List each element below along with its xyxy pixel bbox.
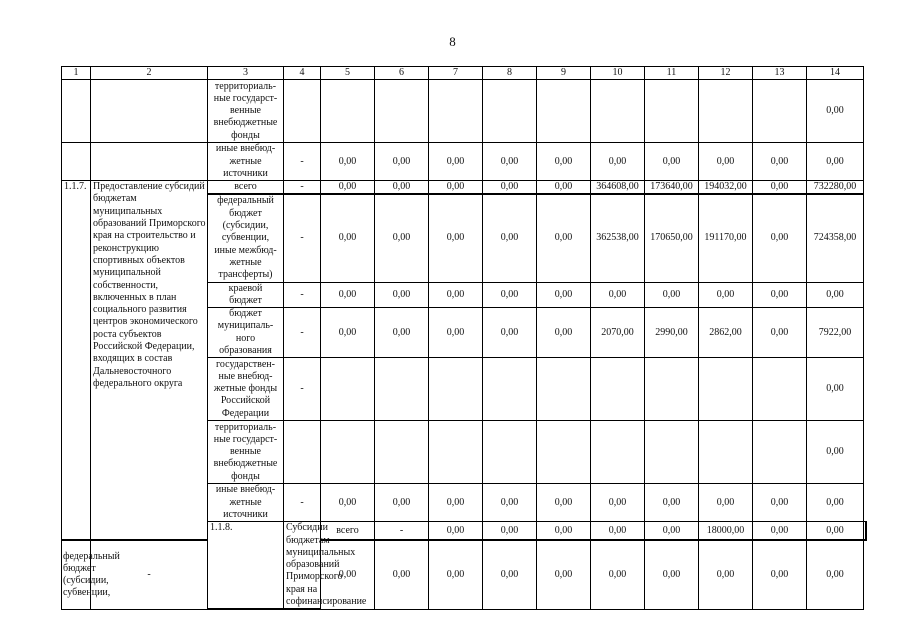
source-cell: федеральный бюджет (субсидии, субвенции, иные межбюд- жетные трансферты) bbox=[208, 194, 284, 282]
value-cell bbox=[483, 358, 537, 421]
source-cell: территориаль- ные государст- венные внебюджетные фонды bbox=[208, 421, 284, 484]
value-cell: 362538,00 bbox=[591, 194, 645, 282]
value-cell: 0,00 bbox=[483, 522, 537, 541]
value-cell bbox=[645, 80, 699, 143]
value-cell: 0,00 bbox=[537, 143, 591, 181]
value-cell: 0,00 bbox=[753, 308, 807, 358]
dash-cell: - bbox=[284, 308, 321, 358]
value-cell bbox=[699, 421, 753, 484]
value-cell: 0,00 bbox=[321, 540, 375, 609]
value-cell: 0,00 bbox=[591, 540, 645, 609]
item-number: 1.1.8. bbox=[208, 522, 284, 610]
value-cell: 2862,00 bbox=[699, 308, 753, 358]
value-cell: 0,00 bbox=[429, 540, 483, 609]
page-number: 8 bbox=[449, 34, 456, 49]
header-cell: 12 bbox=[699, 67, 753, 80]
value-cell: 0,00 bbox=[429, 143, 483, 181]
value-cell: 0,00 bbox=[483, 484, 537, 522]
source-cell: краевой бюджет bbox=[208, 282, 284, 308]
name-cell bbox=[91, 143, 208, 181]
source-cell: государствен- ные внебюд- жетные фонды Российской Федерации bbox=[208, 358, 284, 421]
value-cell: 0,00 bbox=[645, 484, 699, 522]
header-cell: 9 bbox=[537, 67, 591, 80]
value-cell: 0,00 bbox=[753, 194, 807, 282]
value-cell bbox=[699, 358, 753, 421]
value-cell bbox=[645, 358, 699, 421]
header-cell: 8 bbox=[483, 67, 537, 80]
value-cell: 0,00 bbox=[429, 308, 483, 358]
header-cell: 1 bbox=[62, 67, 91, 80]
value-cell: 0,00 bbox=[375, 282, 429, 308]
total-cell: 0,00 bbox=[807, 143, 864, 181]
value-cell: 0,00 bbox=[483, 282, 537, 308]
item-number: 1.1.7. bbox=[62, 181, 91, 541]
header-cell: 14 bbox=[807, 67, 864, 80]
value-cell: 0,00 bbox=[321, 282, 375, 308]
value-cell bbox=[483, 80, 537, 143]
number-cell bbox=[62, 143, 91, 181]
value-cell: 0,00 bbox=[429, 181, 483, 195]
value-cell: 194032,00 bbox=[699, 181, 753, 195]
dash-cell: - bbox=[284, 282, 321, 308]
value-cell bbox=[591, 421, 645, 484]
value-cell bbox=[483, 421, 537, 484]
value-cell: 0,00 bbox=[591, 282, 645, 308]
value-cell: 0,00 bbox=[753, 181, 807, 195]
value-cell bbox=[699, 80, 753, 143]
value-cell: 0,00 bbox=[807, 522, 864, 541]
source-cell: территориаль- ные государст- венные внебюджетные фонды bbox=[208, 80, 284, 143]
number-cell bbox=[62, 80, 91, 143]
value-cell: 0,00 bbox=[375, 540, 429, 609]
value-cell: 0,00 bbox=[699, 484, 753, 522]
dash-cell: - bbox=[284, 143, 321, 181]
dash-cell bbox=[284, 421, 321, 484]
value-cell bbox=[375, 421, 429, 484]
dash-cell: - bbox=[284, 358, 321, 421]
value-cell: 0,00 bbox=[483, 194, 537, 282]
value-cell: 0,00 bbox=[537, 484, 591, 522]
total-cell: 7922,00 bbox=[807, 308, 864, 358]
value-cell: 0,00 bbox=[321, 308, 375, 358]
value-cell: 0,00 bbox=[537, 540, 591, 609]
value-cell: 0,00 bbox=[429, 484, 483, 522]
total-cell: 732280,00 bbox=[807, 181, 864, 195]
dash-cell: - bbox=[284, 181, 321, 195]
header-cell: 2 bbox=[91, 67, 208, 80]
header-row bbox=[62, 67, 867, 80]
source-cell: всего bbox=[321, 522, 375, 541]
value-cell bbox=[375, 80, 429, 143]
value-cell bbox=[429, 421, 483, 484]
table-row bbox=[62, 80, 867, 143]
value-cell: 2070,00 bbox=[591, 308, 645, 358]
item-name: Субсидии бюджетам муниципальных образований Приморского края на софинансирование bbox=[284, 522, 321, 610]
value-cell: 0,00 bbox=[645, 282, 699, 308]
header-cell: 3 bbox=[208, 67, 284, 80]
header-cell: 7 bbox=[429, 67, 483, 80]
source-cell: иные внебюд- жетные источники bbox=[208, 143, 284, 181]
value-cell bbox=[537, 358, 591, 421]
value-cell: 0,00 bbox=[321, 484, 375, 522]
total-cell: 0,00 bbox=[807, 80, 864, 143]
source-cell: федеральный бюджет (субсидии, субвенции, bbox=[62, 540, 91, 609]
value-cell bbox=[537, 421, 591, 484]
value-cell: 0,00 bbox=[753, 282, 807, 308]
value-cell: 0,00 bbox=[591, 484, 645, 522]
total-cell: 724358,00 bbox=[807, 194, 864, 282]
budget-table bbox=[61, 66, 867, 610]
value-cell bbox=[429, 358, 483, 421]
source-cell: всего bbox=[208, 181, 284, 195]
table-body bbox=[62, 67, 867, 610]
value-cell: 364608,00 bbox=[591, 181, 645, 195]
value-cell: 0,00 bbox=[483, 181, 537, 195]
dash-cell: - bbox=[91, 540, 208, 609]
value-cell: 170650,00 bbox=[645, 194, 699, 282]
value-cell bbox=[321, 80, 375, 143]
value-cell: 0,00 bbox=[321, 181, 375, 195]
table-row bbox=[62, 181, 867, 195]
table-row bbox=[62, 143, 867, 181]
total-cell: 0,00 bbox=[807, 358, 864, 421]
item-name: Предоставление субсидий бюджетам муниципальных образований Приморского края на строительство и реконструкцию спортивных объектов муниципальной собственности, включенных в план социального развития центров экономического роста субъектов Российской Федерации, входящих в состав Дальневосточного федерального округа bbox=[91, 181, 208, 541]
header-cell: 5 bbox=[321, 67, 375, 80]
value-cell bbox=[645, 421, 699, 484]
value-cell: 173640,00 bbox=[645, 181, 699, 195]
value-cell bbox=[591, 80, 645, 143]
source-cell: иные внебюд- жетные источники bbox=[208, 484, 284, 522]
value-cell: 0,00 bbox=[375, 308, 429, 358]
value-cell bbox=[429, 80, 483, 143]
total-cell: 0,00 bbox=[807, 282, 864, 308]
value-cell: 0,00 bbox=[699, 143, 753, 181]
value-cell: 0,00 bbox=[429, 282, 483, 308]
value-cell: 18000,00 bbox=[699, 522, 753, 541]
value-cell: 0,00 bbox=[645, 540, 699, 609]
value-cell bbox=[321, 421, 375, 484]
header-cell: 13 bbox=[753, 67, 807, 80]
table-row bbox=[62, 540, 867, 609]
value-cell: 2990,00 bbox=[645, 308, 699, 358]
header-cell: 6 bbox=[375, 67, 429, 80]
value-cell: 0,00 bbox=[699, 540, 753, 609]
total-cell: 0,00 bbox=[807, 421, 864, 484]
value-cell: 0,00 bbox=[321, 143, 375, 181]
header-cell: 10 bbox=[591, 67, 645, 80]
value-cell: 0,00 bbox=[645, 522, 699, 541]
value-cell: 0,00 bbox=[483, 308, 537, 358]
total-cell: 0,00 bbox=[807, 484, 864, 522]
value-cell: 0,00 bbox=[537, 282, 591, 308]
source-cell: бюджет муниципаль- ного образования bbox=[208, 308, 284, 358]
value-cell: 0,00 bbox=[321, 194, 375, 282]
total-cell: 0,00 bbox=[807, 540, 864, 609]
value-cell: 0,00 bbox=[429, 522, 483, 541]
value-cell: 0,00 bbox=[699, 282, 753, 308]
value-cell: 0,00 bbox=[429, 194, 483, 282]
value-cell: 0,00 bbox=[375, 181, 429, 195]
value-cell: 0,00 bbox=[753, 484, 807, 522]
value-cell: 0,00 bbox=[375, 194, 429, 282]
dash-cell: - bbox=[284, 484, 321, 522]
value-cell: 0,00 bbox=[753, 143, 807, 181]
total-cell bbox=[865, 522, 867, 541]
value-cell: 0,00 bbox=[753, 540, 807, 609]
value-cell: 0,00 bbox=[753, 522, 807, 541]
name-cell bbox=[91, 80, 208, 143]
value-cell: 0,00 bbox=[537, 181, 591, 195]
value-cell: 0,00 bbox=[537, 194, 591, 282]
value-cell bbox=[537, 80, 591, 143]
value-cell bbox=[375, 358, 429, 421]
value-cell bbox=[321, 358, 375, 421]
value-cell bbox=[753, 421, 807, 484]
header-cell: 11 bbox=[645, 67, 699, 80]
value-cell: 0,00 bbox=[591, 143, 645, 181]
header-cell: 4 bbox=[284, 67, 321, 80]
dash-cell bbox=[284, 80, 321, 143]
value-cell: 0,00 bbox=[483, 540, 537, 609]
value-cell: 191170,00 bbox=[699, 194, 753, 282]
value-cell bbox=[753, 80, 807, 143]
value-cell: 0,00 bbox=[645, 143, 699, 181]
value-cell: 0,00 bbox=[375, 484, 429, 522]
value-cell: 0,00 bbox=[591, 522, 645, 541]
value-cell bbox=[753, 358, 807, 421]
value-cell: 0,00 bbox=[537, 522, 591, 541]
value-cell: 0,00 bbox=[483, 143, 537, 181]
value-cell: 0,00 bbox=[537, 308, 591, 358]
value-cell bbox=[591, 358, 645, 421]
value-cell: 0,00 bbox=[375, 143, 429, 181]
dash-cell: - bbox=[375, 522, 429, 541]
dash-cell: - bbox=[284, 194, 321, 282]
